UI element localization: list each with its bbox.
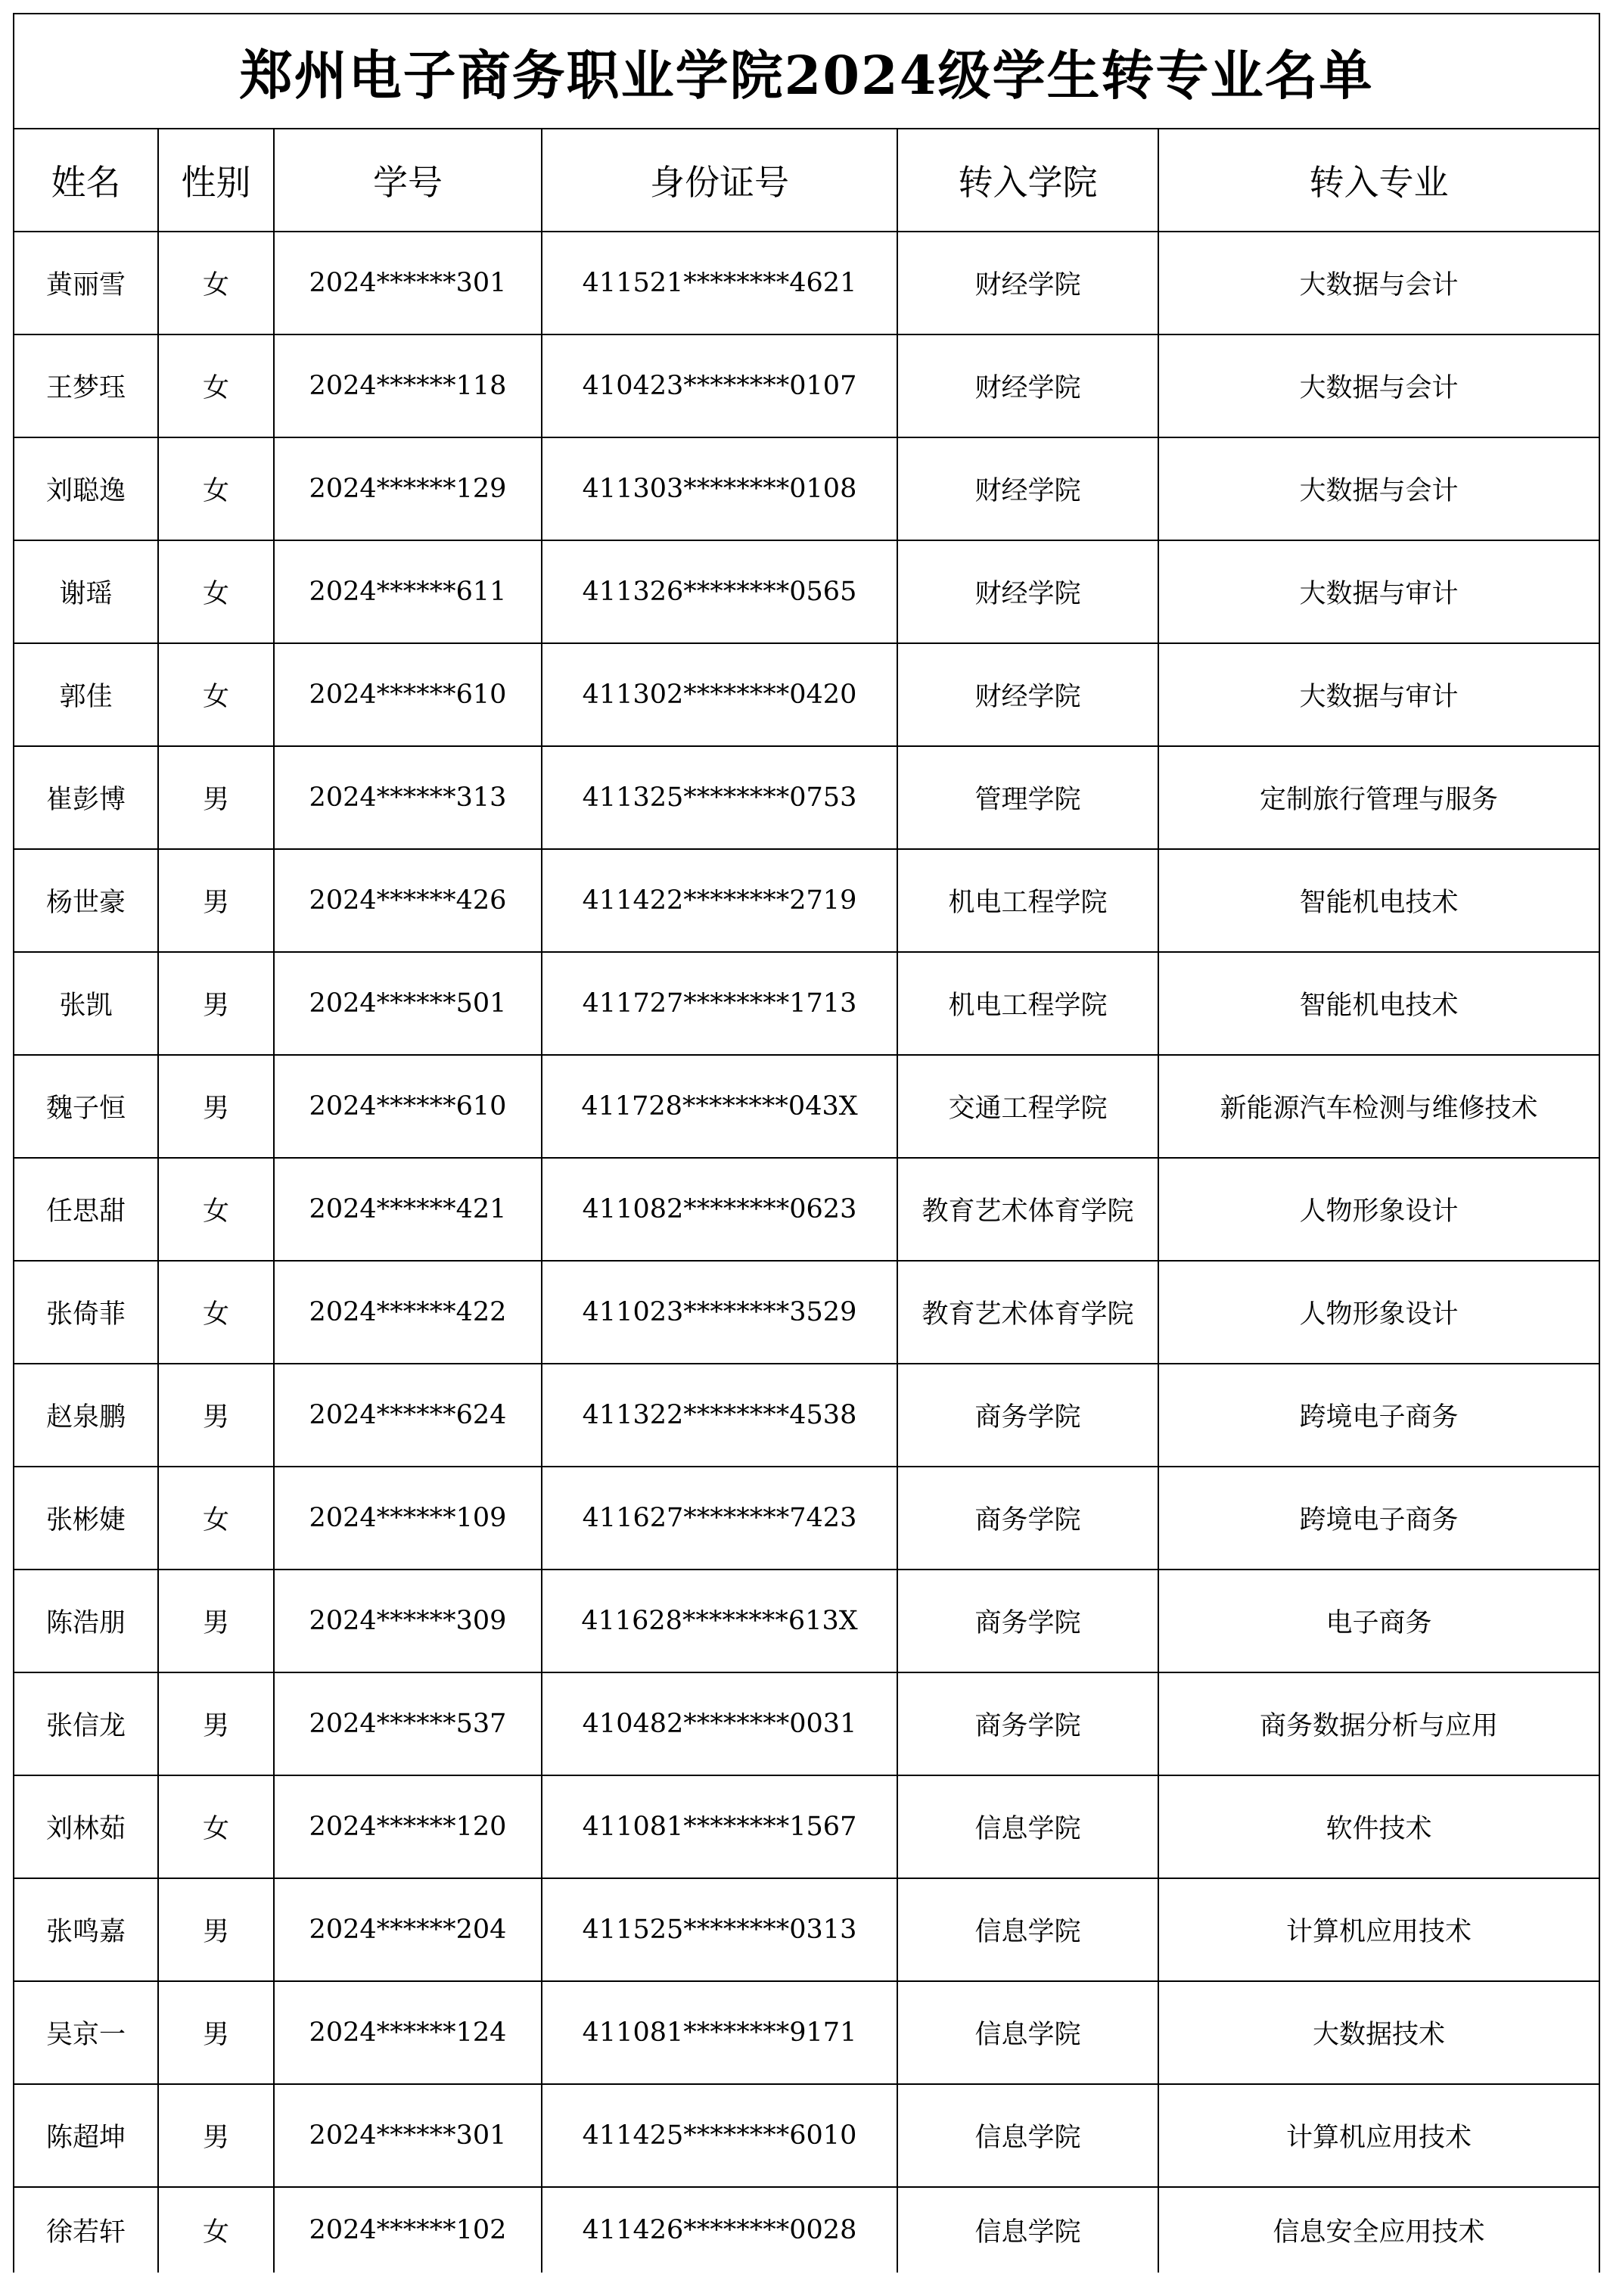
- student-id-cell: 2024******204: [274, 1878, 542, 1981]
- major-cell: 定制旅行管理与服务: [1158, 746, 1599, 849]
- student-id-cell: 2024******422: [274, 1261, 542, 1364]
- major-cell: 智能机电技术: [1158, 849, 1599, 952]
- student-id-cell: 2024******120: [274, 1775, 542, 1878]
- id-card-cell: 411081********1567: [542, 1775, 897, 1878]
- student-id-cell: 2024******624: [274, 1364, 542, 1467]
- id-card-cell: 411081********9171: [542, 1981, 897, 2084]
- gender-cell: 男: [158, 2084, 274, 2187]
- table-row: [14, 849, 1599, 952]
- id-card-cell: 411303********0108: [542, 437, 897, 540]
- name-cell: 任思甜: [14, 1158, 158, 1261]
- gender-cell: 男: [158, 1570, 274, 1672]
- student-id-cell: 2024******109: [274, 1467, 542, 1570]
- id-card-cell: 411728********043X: [542, 1055, 897, 1158]
- college-cell: 财经学院: [897, 540, 1158, 643]
- college-cell: 财经学院: [897, 437, 1158, 540]
- gender-cell: 男: [158, 1055, 274, 1158]
- major-cell: 计算机应用技术: [1158, 1878, 1599, 1981]
- college-cell: 信息学院: [897, 1775, 1158, 1878]
- id-card-cell: 410423********0107: [542, 334, 897, 437]
- student-id-cell: 2024******309: [274, 1570, 542, 1672]
- header-major: 转入专业: [1158, 129, 1599, 232]
- gender-cell: 女: [158, 232, 274, 334]
- gender-cell: 女: [158, 1261, 274, 1364]
- id-card-cell: 411426********0028: [542, 2187, 897, 2273]
- major-cell: 商务数据分析与应用: [1158, 1672, 1599, 1775]
- table-row: [14, 437, 1599, 540]
- gender-cell: 男: [158, 952, 274, 1055]
- name-cell: 徐若轩: [14, 2187, 158, 2273]
- table-row: [14, 746, 1599, 849]
- gender-cell: 女: [158, 1158, 274, 1261]
- table-row: [14, 952, 1599, 1055]
- student-id-cell: 2024******426: [274, 849, 542, 952]
- college-cell: 商务学院: [897, 1467, 1158, 1570]
- table-row: [14, 1055, 1599, 1158]
- table-row: [14, 1364, 1599, 1467]
- name-cell: 陈超坤: [14, 2084, 158, 2187]
- table-row: [14, 2084, 1599, 2187]
- gender-cell: 女: [158, 1775, 274, 1878]
- major-cell: 电子商务: [1158, 1570, 1599, 1672]
- table-row: [14, 232, 1599, 334]
- student-id-cell: 2024******102: [274, 2187, 542, 2273]
- name-cell: 赵泉鹏: [14, 1364, 158, 1467]
- table-row: [14, 1878, 1599, 1981]
- gender-cell: 男: [158, 746, 274, 849]
- student-id-cell: 2024******611: [274, 540, 542, 643]
- table-row: [14, 1775, 1599, 1878]
- name-cell: 吴京一: [14, 1981, 158, 2084]
- major-cell: 大数据技术: [1158, 1981, 1599, 2084]
- student-id-cell: 2024******501: [274, 952, 542, 1055]
- major-cell: 大数据与审计: [1158, 540, 1599, 643]
- title-row: [14, 14, 1599, 129]
- major-cell: 新能源汽车检测与维修技术: [1158, 1055, 1599, 1158]
- name-cell: 刘林茹: [14, 1775, 158, 1878]
- college-cell: 交通工程学院: [897, 1055, 1158, 1158]
- header-row: [14, 129, 1599, 232]
- major-cell: 大数据与会计: [1158, 232, 1599, 334]
- id-card-cell: 411627********7423: [542, 1467, 897, 1570]
- major-cell: 大数据与审计: [1158, 643, 1599, 746]
- gender-cell: 男: [158, 1672, 274, 1775]
- header-college: 转入学院: [897, 129, 1158, 232]
- college-cell: 商务学院: [897, 1570, 1158, 1672]
- name-cell: 杨世豪: [14, 849, 158, 952]
- college-cell: 商务学院: [897, 1364, 1158, 1467]
- table-row: [14, 540, 1599, 643]
- college-cell: 信息学院: [897, 1981, 1158, 2084]
- gender-cell: 女: [158, 334, 274, 437]
- gender-cell: 男: [158, 1878, 274, 1981]
- name-cell: 魏子恒: [14, 1055, 158, 1158]
- table-row: [14, 2187, 1599, 2273]
- id-card-cell: 411425********6010: [542, 2084, 897, 2187]
- id-card-cell: 411023********3529: [542, 1261, 897, 1364]
- name-cell: 张彬婕: [14, 1467, 158, 1570]
- id-card-cell: 411302********0420: [542, 643, 897, 746]
- major-cell: 智能机电技术: [1158, 952, 1599, 1055]
- major-cell: 人物形象设计: [1158, 1158, 1599, 1261]
- gender-cell: 女: [158, 540, 274, 643]
- college-cell: 财经学院: [897, 334, 1158, 437]
- gender-cell: 女: [158, 643, 274, 746]
- page-title: 郑州电子商务职业学院2024级学生转专业名单: [14, 14, 1599, 129]
- id-card-cell: 411727********1713: [542, 952, 897, 1055]
- table-row: [14, 1981, 1599, 2084]
- gender-cell: 女: [158, 1467, 274, 1570]
- college-cell: 机电工程学院: [897, 952, 1158, 1055]
- student-id-cell: 2024******421: [274, 1158, 542, 1261]
- student-id-cell: 2024******118: [274, 334, 542, 437]
- name-cell: 崔彭博: [14, 746, 158, 849]
- name-cell: 黄丽雪: [14, 232, 158, 334]
- name-cell: 张凯: [14, 952, 158, 1055]
- name-cell: 王梦珏: [14, 334, 158, 437]
- header-name: 姓名: [14, 129, 158, 232]
- header-student-id: 学号: [274, 129, 542, 232]
- gender-cell: 女: [158, 437, 274, 540]
- gender-cell: 女: [158, 2187, 274, 2273]
- name-cell: 张倚菲: [14, 1261, 158, 1364]
- table-row: [14, 1261, 1599, 1364]
- id-card-cell: 411422********2719: [542, 849, 897, 952]
- name-cell: 张鸣嘉: [14, 1878, 158, 1981]
- major-cell: 计算机应用技术: [1158, 2084, 1599, 2187]
- name-cell: 陈浩朋: [14, 1570, 158, 1672]
- name-cell: 谢瑶: [14, 540, 158, 643]
- student-id-cell: 2024******313: [274, 746, 542, 849]
- student-id-cell: 2024******301: [274, 2084, 542, 2187]
- id-card-cell: 411325********0753: [542, 746, 897, 849]
- college-cell: 商务学院: [897, 1672, 1158, 1775]
- id-card-cell: 411326********0565: [542, 540, 897, 643]
- id-card-cell: 411521********4621: [542, 232, 897, 334]
- header-gender: 性别: [158, 129, 274, 232]
- major-cell: 跨境电子商务: [1158, 1364, 1599, 1467]
- major-cell: 人物形象设计: [1158, 1261, 1599, 1364]
- id-card-cell: 411628********613X: [542, 1570, 897, 1672]
- student-id-cell: 2024******301: [274, 232, 542, 334]
- gender-cell: 男: [158, 1364, 274, 1467]
- major-cell: 大数据与会计: [1158, 437, 1599, 540]
- college-cell: 信息学院: [897, 2187, 1158, 2273]
- name-cell: 刘聪逸: [14, 437, 158, 540]
- table-row: [14, 1158, 1599, 1261]
- college-cell: 教育艺术体育学院: [897, 1158, 1158, 1261]
- table-row: [14, 1467, 1599, 1570]
- table-row: [14, 643, 1599, 746]
- major-cell: 信息安全应用技术: [1158, 2187, 1599, 2273]
- name-cell: 张信龙: [14, 1672, 158, 1775]
- student-id-cell: 2024******610: [274, 1055, 542, 1158]
- college-cell: 信息学院: [897, 1878, 1158, 1981]
- table-row: [14, 334, 1599, 437]
- student-id-cell: 2024******129: [274, 437, 542, 540]
- college-cell: 财经学院: [897, 643, 1158, 746]
- id-card-cell: 410482********0031: [542, 1672, 897, 1775]
- id-card-cell: 411525********0313: [542, 1878, 897, 1981]
- student-id-cell: 2024******537: [274, 1672, 542, 1775]
- name-cell: 郭佳: [14, 643, 158, 746]
- table-row: [14, 1672, 1599, 1775]
- id-card-cell: 411082********0623: [542, 1158, 897, 1261]
- gender-cell: 男: [158, 1981, 274, 2084]
- student-id-cell: 2024******610: [274, 643, 542, 746]
- college-cell: 管理学院: [897, 746, 1158, 849]
- major-cell: 大数据与会计: [1158, 334, 1599, 437]
- student-id-cell: 2024******124: [274, 1981, 542, 2084]
- table-row: [14, 1570, 1599, 1672]
- college-cell: 教育艺术体育学院: [897, 1261, 1158, 1364]
- gender-cell: 男: [158, 849, 274, 952]
- major-cell: 软件技术: [1158, 1775, 1599, 1878]
- college-cell: 机电工程学院: [897, 849, 1158, 952]
- id-card-cell: 411322********4538: [542, 1364, 897, 1467]
- college-cell: 财经学院: [897, 232, 1158, 334]
- college-cell: 信息学院: [897, 2084, 1158, 2187]
- transfer-list-table: [13, 13, 1600, 2273]
- major-cell: 跨境电子商务: [1158, 1467, 1599, 1570]
- header-id-card: 身份证号: [542, 129, 897, 232]
